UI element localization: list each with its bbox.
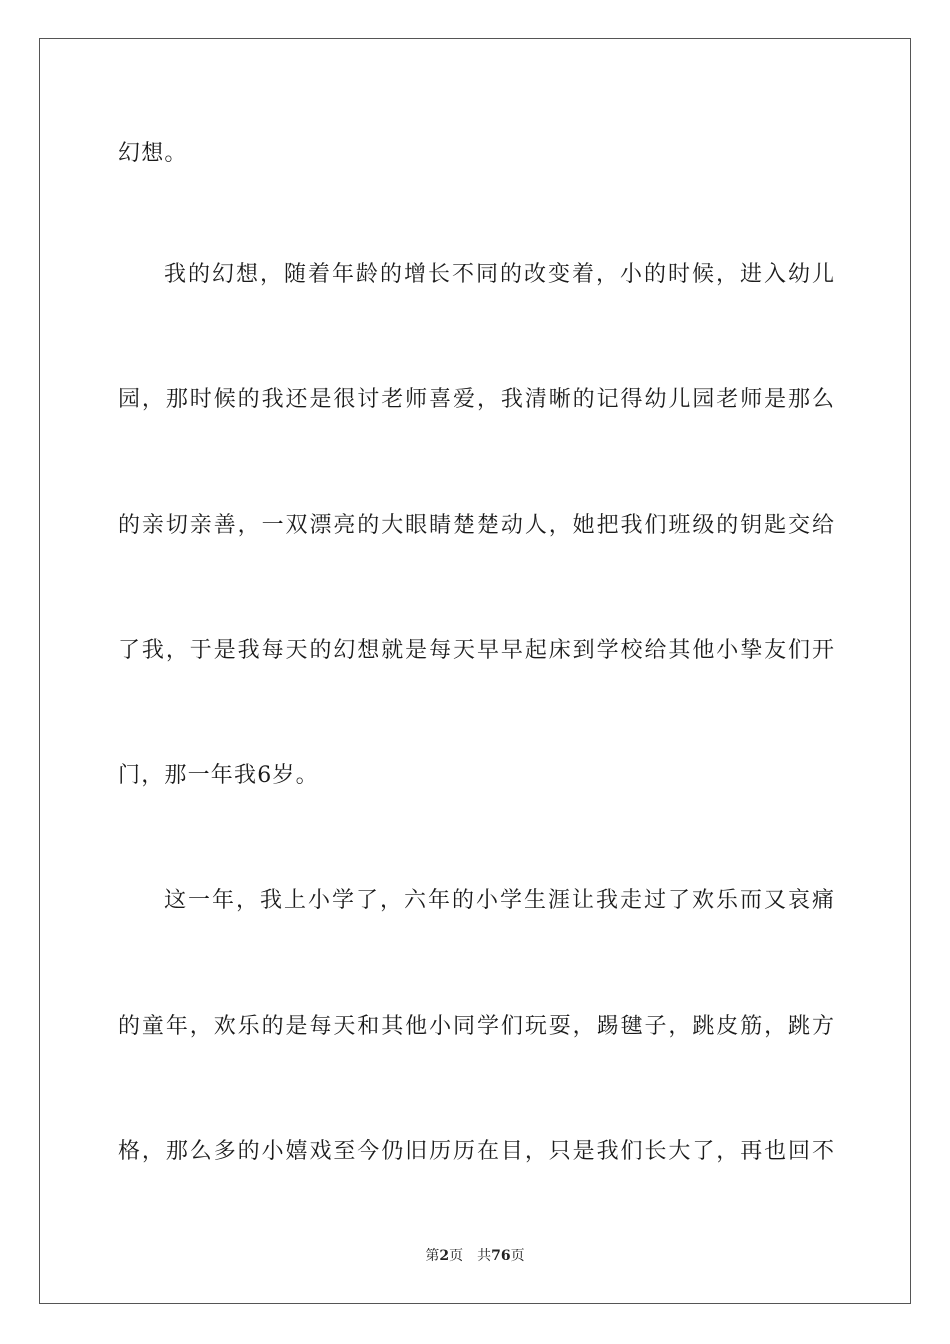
- page-suffix: 页: [449, 1248, 464, 1264]
- paragraph-first-line: 这一年，我上小学了，六年的小学生涯让我走过了欢乐而又哀痛: [164, 888, 834, 913]
- page-prefix: 第: [425, 1248, 440, 1264]
- text-line: 的童年，欢乐的是每天和其他小同学们玩耍，踢毽子，跳皮筋，跳方: [118, 1014, 834, 1039]
- text-line: 幻想。: [118, 141, 188, 166]
- text-line: 门，那一年我6岁。: [118, 763, 319, 788]
- text-line: 园，那时候的我还是很讨老师喜爱，我清晰的记得幼儿园老师是那么: [118, 387, 834, 412]
- page-footer: [0, 1247, 950, 1265]
- text-line: 了我，于是我每天的幻想就是每天早早起床到学校给其他小挚友们开: [118, 638, 834, 663]
- paragraph-first-line: 我的幻想，随着年龄的增长不同的改变着，小的时候，进入幼儿: [164, 262, 834, 287]
- total-pages: 76: [491, 1248, 511, 1264]
- page-border: [39, 38, 911, 1304]
- total-suffix: 页: [510, 1248, 525, 1264]
- page-number: 2: [439, 1248, 450, 1264]
- text-line: 的亲切亲善，一双漂亮的大眼睛楚楚动人，她把我们班级的钥匙交给: [118, 513, 834, 538]
- text-line: 格，那么多的小嬉戏至今仍旧历历在目，只是我们长大了，再也回不: [118, 1139, 834, 1164]
- total-prefix: 共: [477, 1248, 492, 1264]
